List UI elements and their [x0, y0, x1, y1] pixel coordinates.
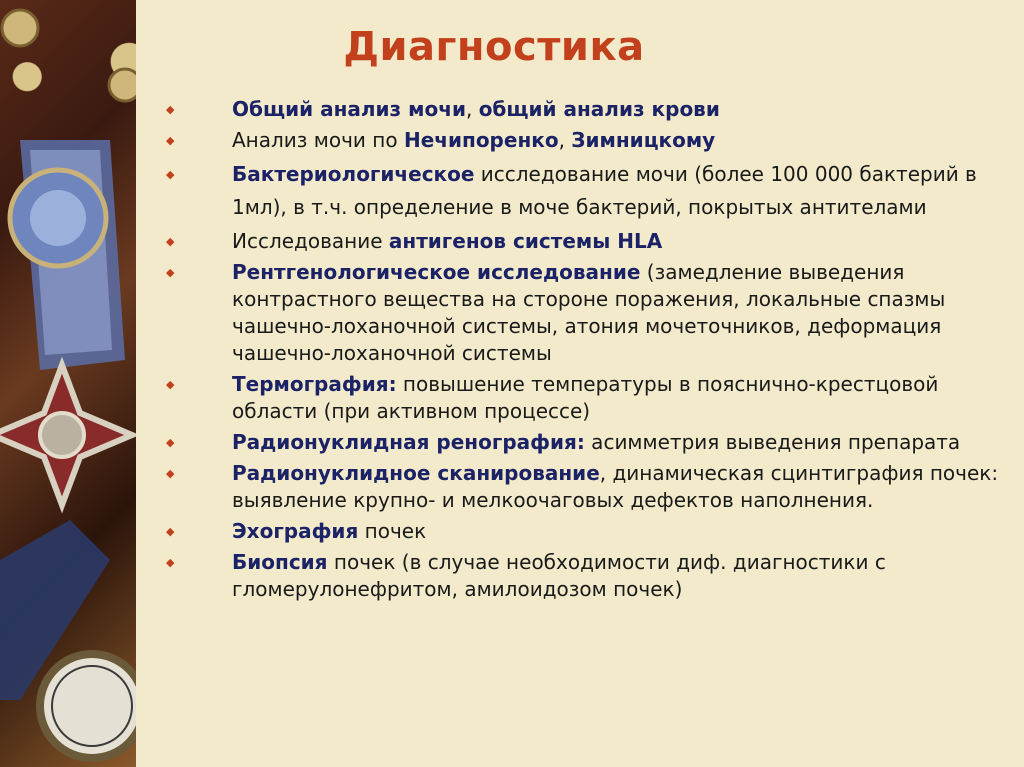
list-item	[160, 549, 1010, 603]
highlighted-term: Эхография	[232, 519, 359, 543]
slide-content	[136, 0, 1024, 767]
highlighted-term: антигенов системы HLA	[388, 229, 663, 253]
list-item	[160, 460, 1010, 514]
item-text: Исследование	[232, 229, 389, 253]
item-text: ,	[558, 128, 572, 152]
list-item	[160, 429, 1010, 456]
bullet-diamond-icon: ◆	[166, 266, 175, 279]
highlighted-term: Радионуклидное сканирование	[232, 461, 600, 485]
diagnostics-list	[160, 96, 1010, 607]
item-text: (замедление выведения контрастного вещества на стороне поражения, локальные спазмы чашечно-лоханочной системы, атония мочеточников, деформация чашечно-лоханочной системы	[232, 260, 946, 365]
item-text: асимметрия выведения препарата	[584, 430, 961, 454]
item-text: повышение температуры в пояснично-крестцовой области (при активном процессе)	[232, 372, 939, 423]
bullet-diamond-icon: ◆	[166, 378, 175, 391]
highlighted-term: Радионуклидная ренография:	[232, 430, 585, 454]
bullet-diamond-icon: ◆	[166, 168, 175, 181]
bullet-diamond-icon: ◆	[166, 556, 175, 569]
highlighted-term: Биопсия	[232, 550, 328, 574]
bullet-diamond-icon: ◆	[166, 467, 175, 480]
item-text: почек (в случае необходимости диф. диагностики с гломерулонефритом, амилоидозом почек)	[232, 550, 886, 601]
list-item	[160, 518, 1010, 545]
bullet-diamond-icon: ◆	[166, 436, 175, 449]
slide-title: Диагностика	[343, 24, 645, 70]
item-text: ,	[465, 97, 479, 121]
list-item	[160, 96, 1010, 123]
highlighted-term: Нечипоренко	[403, 128, 559, 152]
highlighted-term: Термография:	[232, 372, 397, 396]
bullet-diamond-icon: ◆	[166, 134, 175, 147]
list-item	[160, 127, 1010, 154]
item-text: , динамическая сцинтиграфия почек: выявление крупно- и мелкоочаговых дефектов наполнения.	[232, 461, 999, 512]
item-text: почек	[358, 519, 427, 543]
bullet-diamond-icon: ◆	[166, 525, 175, 538]
item-text: исследование мочи (более 100 000 бактерий в 1мл), в т.ч. определение в моче бактерий, покрытых антителами	[232, 162, 977, 219]
bullet-diamond-icon: ◆	[166, 235, 175, 248]
item-text: Анализ мочи по	[232, 128, 404, 152]
highlighted-term: Общий анализ мочи	[232, 97, 466, 121]
highlighted-term: общий анализ крови	[478, 97, 720, 121]
decorative-medals-image	[0, 0, 136, 767]
bullet-diamond-icon: ◆	[166, 103, 175, 116]
highlighted-term: Зимницкому	[571, 128, 716, 152]
list-item	[160, 259, 1010, 367]
list-item	[160, 158, 1010, 224]
list-item	[160, 228, 1010, 255]
list-item	[160, 371, 1010, 425]
highlighted-term: Рентгенологическое исследование	[232, 260, 641, 284]
highlighted-term: Бактериологическое	[232, 162, 475, 186]
